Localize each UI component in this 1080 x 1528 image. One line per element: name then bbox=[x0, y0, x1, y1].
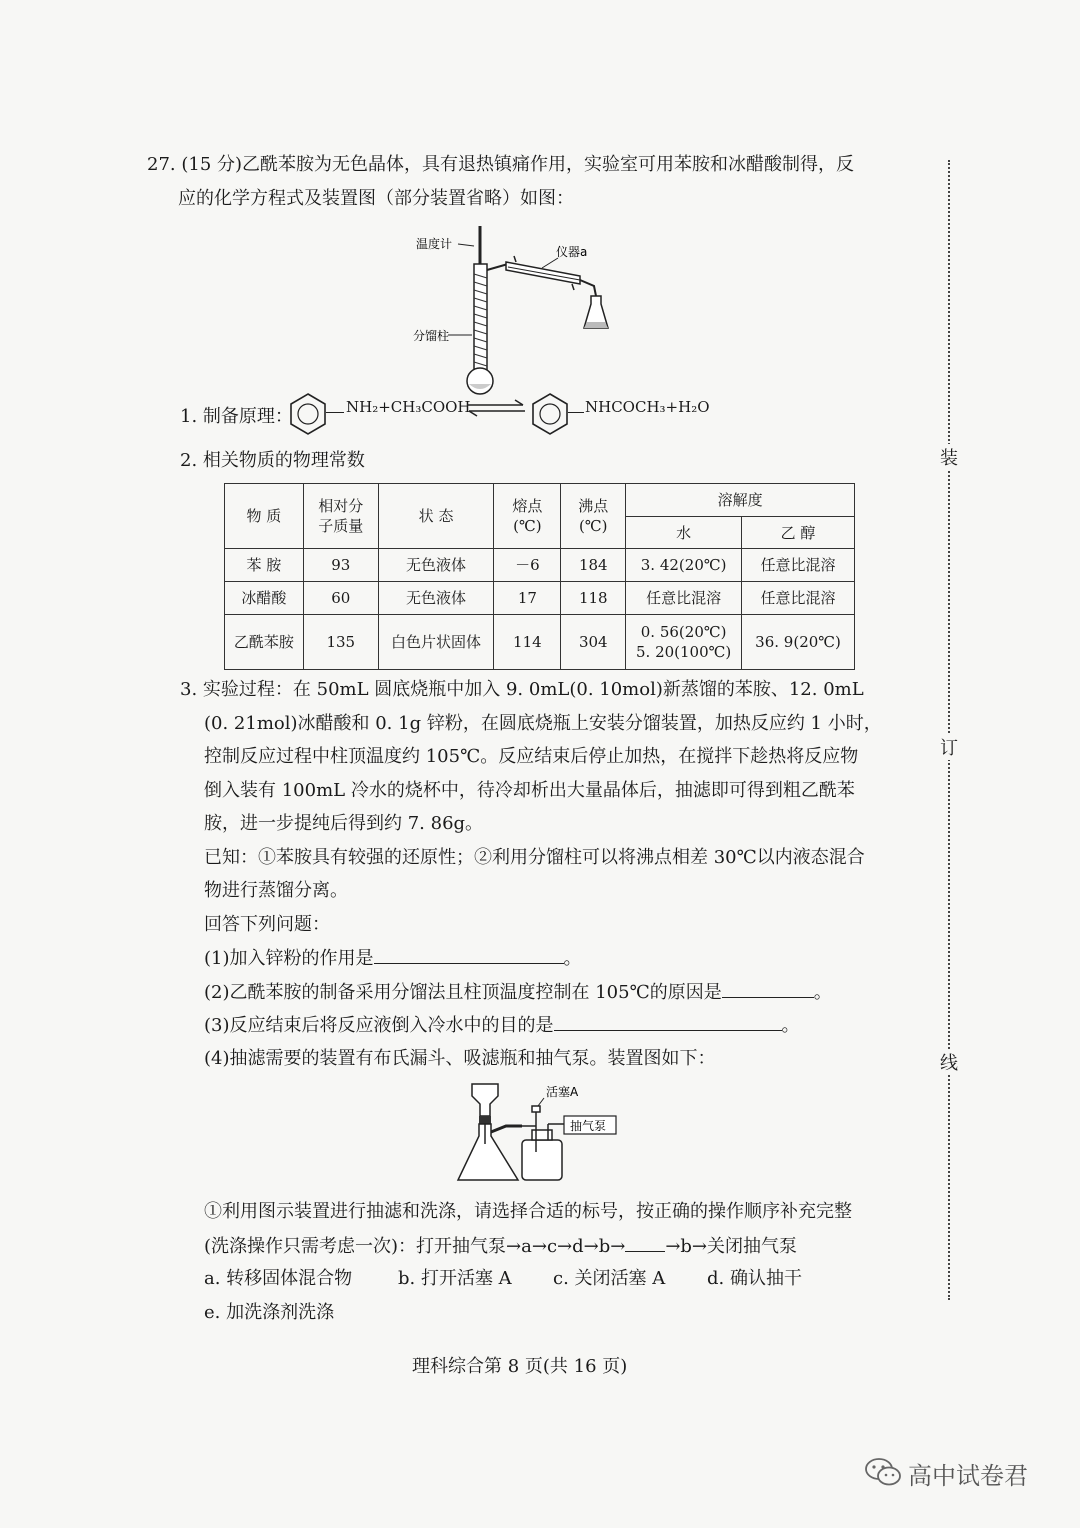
binding-char-ding: 订 bbox=[939, 734, 959, 760]
question-line-1 bbox=[147, 150, 854, 180]
physical-constants-table bbox=[224, 483, 855, 670]
table-header-row bbox=[225, 484, 855, 517]
header-state: 状 态 bbox=[378, 484, 494, 549]
header-solubility: 溶解度 bbox=[626, 484, 855, 517]
suction-filtration-figure bbox=[452, 1080, 632, 1186]
bond-line-product bbox=[568, 412, 584, 413]
header-ethanol: 乙 醇 bbox=[742, 517, 855, 549]
header-bp: 沸点 (℃) bbox=[561, 484, 626, 549]
benzene-ring-icon bbox=[288, 391, 328, 437]
header-substance: 物 质 bbox=[225, 484, 304, 549]
reaction-label: 1. 制备原理： bbox=[180, 406, 293, 427]
benzene-ring-icon-product bbox=[530, 391, 570, 437]
safety-bottle-icon bbox=[522, 1140, 562, 1180]
column-label: 分馏柱 bbox=[413, 329, 450, 343]
question-intro-2: 应的化学方程式及装置图（部分装置省略）如图： bbox=[178, 188, 574, 209]
question-points: (15 分) bbox=[181, 154, 243, 175]
option-c: c. 关闭活塞 A bbox=[553, 1268, 666, 1289]
sub-question-1-line-1: ①利用图示装置进行抽滤和洗涤，请选择合适的标号，按正确的操作顺序补充完整 bbox=[204, 1201, 852, 1222]
header-mass: 相对分 子质量 bbox=[303, 484, 378, 549]
pump-label: 抽气泵 bbox=[570, 1119, 607, 1133]
question-number: 27. bbox=[147, 154, 176, 175]
question-2: (2)乙酰苯胺的制备采用分馏法且柱顶温度控制在 105℃的原因是 。 bbox=[204, 977, 832, 1008]
chat-bubble-icon bbox=[864, 1456, 902, 1488]
question-3: (3)反应结束后将反应液倒入冷水中的目的是 。 bbox=[204, 1010, 800, 1041]
procedure-line-5: 胺，进一步提纯后得到约 7. 86g。 bbox=[204, 813, 484, 834]
procedure-line-3: 控制反应过程中柱顶温度约 105℃。反应结束后停止加热，在搅拌下趁热将反应物 bbox=[204, 746, 859, 767]
constants-heading: 2. 相关物质的物理常数 bbox=[180, 450, 365, 471]
answer-blank-sequence[interactable] bbox=[625, 1231, 665, 1252]
procedure-line-4: 倒入装有 100mL 冷水的烧杯中，待冷却析出大量晶体后，抽滤即可得到粗乙酰苯 bbox=[204, 780, 855, 801]
option-e: e. 加洗涤剂洗涤 bbox=[204, 1302, 335, 1323]
page-footer: 理科综合第 8 页(共 16 页) bbox=[412, 1356, 628, 1377]
reaction-products: NHCOCH₃+H₂O bbox=[585, 398, 710, 416]
known-line-2: 物进行蒸馏分离。 bbox=[204, 880, 348, 901]
equilibrium-arrow-icon bbox=[465, 398, 527, 418]
valve-a-icon bbox=[532, 1106, 540, 1112]
sub-question-1-line-2: (洗涤操作只需考虑一次)：打开抽气泵→a→c→d→b→ →b→关闭抽气泵 bbox=[204, 1231, 797, 1262]
question-4: (4)抽滤需要的装置有布氏漏斗、吸滤瓶和抽气泵。装置图如下： bbox=[204, 1048, 716, 1069]
procedure-line-2: (0. 21mol)冰醋酸和 0. 1g 锌粉，在圆底烧瓶上安装分馏装置，加热反应约 1 小时， bbox=[204, 713, 882, 734]
table-row: 冰醋酸 60 无色液体 17 118 任意比混溶 任意比混溶 bbox=[225, 582, 855, 615]
reaction-reactants: NH₂+CH₃COOH bbox=[346, 398, 471, 416]
watermark-text: 高中试卷君 bbox=[908, 1462, 1028, 1490]
answer-prompt: 回答下列问题： bbox=[204, 914, 330, 935]
answer-blank-3[interactable] bbox=[554, 1010, 782, 1031]
option-a: a. 转移固体混合物 bbox=[204, 1268, 353, 1289]
procedure-line-1: 3. 实验过程：在 50mL 圆底烧瓶中加入 9. 0mL(0. 10mol)新蒸馏的苯胺、12. 0mL bbox=[180, 679, 864, 700]
table-row: 乙酰苯胺 135 白色片状固体 114 304 0. 56(20℃) 5. 20(100℃) 36. 9(20℃) bbox=[225, 615, 855, 670]
option-b: b. 打开活塞 A bbox=[398, 1268, 512, 1289]
bond-line bbox=[326, 412, 344, 413]
binding-char-zhuang: 装 bbox=[939, 444, 959, 470]
valve-a-label: 活塞A bbox=[546, 1085, 579, 1099]
binding-char-xian: 线 bbox=[939, 1049, 959, 1075]
known-line-1: 已知：①苯胺具有较强的还原性；②利用分馏柱可以将沸点相差 30℃以内液态混合 bbox=[204, 847, 865, 868]
answer-blank-1[interactable] bbox=[374, 943, 564, 964]
thermometer-label: 温度计 bbox=[416, 237, 453, 251]
binding-dotted-line bbox=[948, 160, 950, 1300]
distillation-apparatus-figure bbox=[408, 224, 638, 396]
question-1: (1)加入锌粉的作用是 。 bbox=[204, 943, 582, 974]
question-intro-1: 乙酰苯胺为无色晶体，具有退热镇痛作用，实验室可用苯胺和冰醋酸制得，反 bbox=[242, 154, 855, 175]
table-row: 苯 胺 93 无色液体 －6 184 3. 42(20℃) 任意比混溶 bbox=[225, 549, 855, 582]
instrument-a-label: 仪器a bbox=[556, 245, 588, 259]
option-d: d. 确认抽干 bbox=[707, 1268, 802, 1289]
header-mp: 熔点 (℃) bbox=[494, 484, 561, 549]
header-water: 水 bbox=[626, 517, 742, 549]
answer-blank-2[interactable] bbox=[722, 977, 814, 998]
round-bottom-flask-icon bbox=[467, 368, 493, 394]
